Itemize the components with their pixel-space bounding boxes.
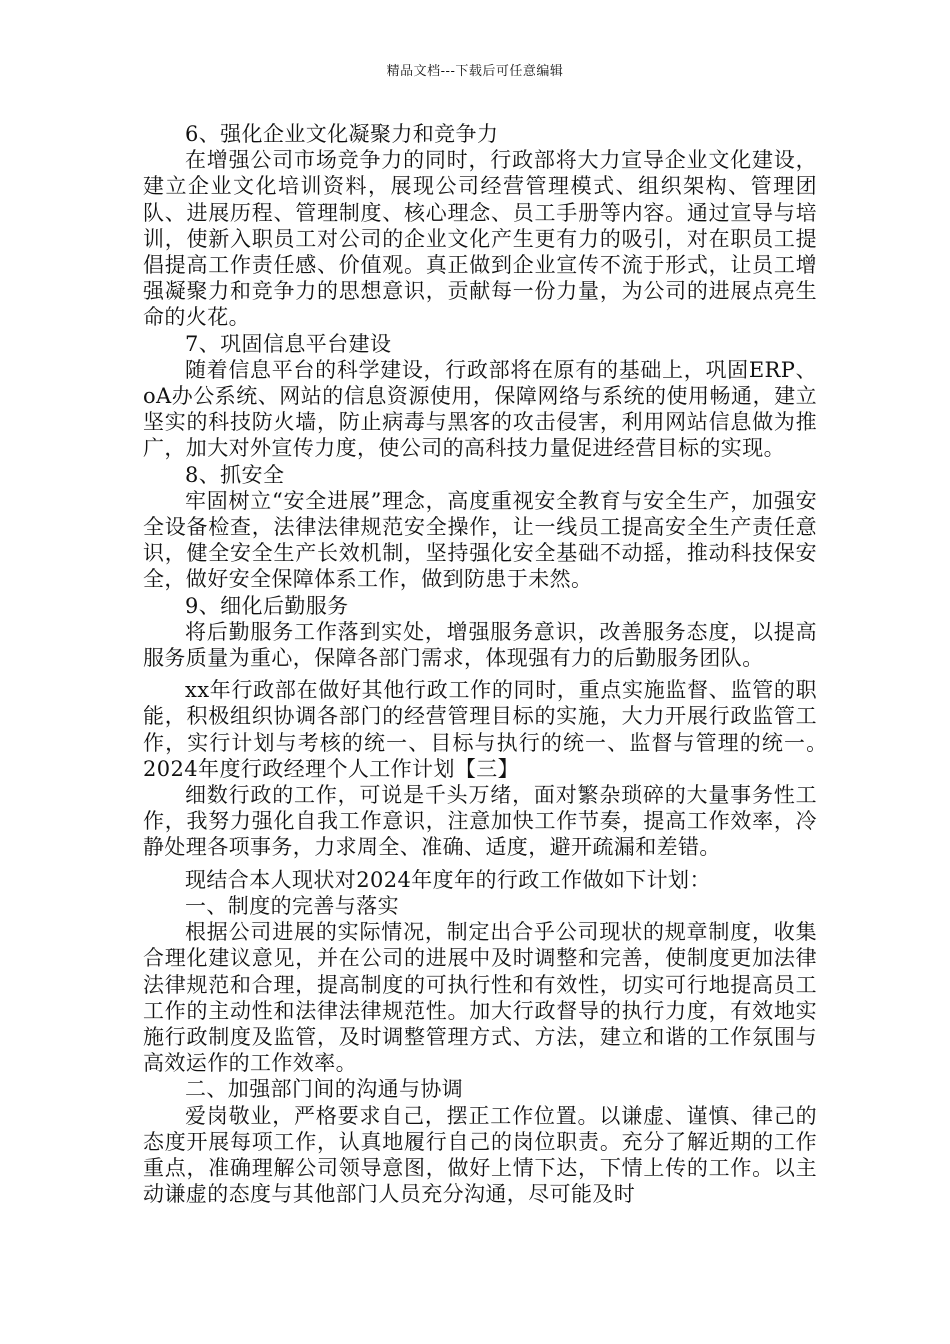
body-paragraph: 细数行政的工作，可说是千头万绪，面对繁杂琐碎的大量事务性工作，我努力强化自我工作意识，注意加快工作节奏，提高工作效率，冷静处理各项事务，力求周全、准确、适度，避开疏漏和差错。 <box>143 783 817 860</box>
section-heading: 9、细化后勤服务 <box>185 593 349 618</box>
section-heading: 二、加强部门间的沟通与协调 <box>185 1077 464 1102</box>
body-paragraph: 将后勤服务工作落到实处，增强服务意识，改善服务态度，以提高服务质量为重心，保障各部门需求，体现强有力的后勤服务团队。 <box>143 619 817 671</box>
body-paragraph: 随着信息平台的科学建设，行政部将在原有的基础上，巩固ERP、oA办公系统、网站的信息资源使用，保障网络与系统的使用畅通，建立坚实的科技防火墙，防止病毒与黑客的攻击侵害，利用网站信息做为推广，加大对外宣传力度，使公司的高科技力量促进经营目标的实现。 <box>143 357 817 461</box>
section-heading: 8、抓安全 <box>185 462 285 487</box>
section-heading: 6、强化企业文化凝聚力和竞争力 <box>185 122 499 146</box>
body-paragraph: 现结合本人现状对2024年度年的行政工作做如下计划： <box>185 867 711 892</box>
section-heading: 7、巩固信息平台建设 <box>185 331 392 356</box>
body-paragraph: 爱岗敬业，严格要求自己，摆正工作位置。以谦虚、谨慎、律己的态度开展每项工作，认真地履行自己的岗位职责。充分了解近期的工作重点，准确理解公司领导意图，做好上情下达，下情上传的工作。以主动谦虚的态度与其他部门人员充分沟通，尽可能及时 <box>143 1103 817 1207</box>
document-body <box>143 121 867 1207</box>
page-header: 精品文档---下载后可任意编辑 <box>386 64 564 79</box>
section-heading: 一、制度的完善与落实 <box>185 893 399 918</box>
body-paragraph: xx年行政部在做好其他行政工作的同时，重点实施监督、监管的职能，积极组织协调各部门的经营管理目标的实施，大力开展行政监管工作，实行计划与考核的统一、目标与执行的统一、监督与管理的统一。 2024年度行政经理个人工作计划【三】 <box>143 678 867 781</box>
body-paragraph: 根据公司进展的实际情况，制定出合乎公司现状的规章制度，收集合理化建议意见，并在公司的进展中及时调整和完善，使制度更加法律法律规范和合理，提高制度的可执行性和有效性，切实可行地提高员工工作的主动性和法律法律规范性。加大行政督导的执行力度，有效地实施行政制度及监管，及时调整管理方式、方法，建立和谐的工作氛围与高效运作的工作效率。 <box>143 920 817 1076</box>
body-paragraph: 在增强公司市场竞争力的同时，行政部将大力宣导企业文化建设，建立企业文化培训资料，展现公司经营管理模式、组织架构、管理团队、进展历程、管理制度、核心理念、员工手册等内容。通过宣导与培训，使新入职员工对公司的企业文化产生更有力的吸引，对在职员工提倡提高工作责任感、价值观。真正做到企业宣传不流于形式，让员工增强凝聚力和竞争力的思想意识，贡献每一份力量，为公司的进展点亮生命的火花。 <box>143 148 817 330</box>
body-paragraph: 牢固树立“安全进展”理念，高度重视安全教育与安全生产，加强安全设备检查，法律法律规范安全操作，让一线员工提高安全生产责任意识，健全安全生产长效机制，坚持强化安全基础不动摇，推动科技保安全，做好安全保障体系工作，做到防患于未然。 <box>143 488 817 592</box>
